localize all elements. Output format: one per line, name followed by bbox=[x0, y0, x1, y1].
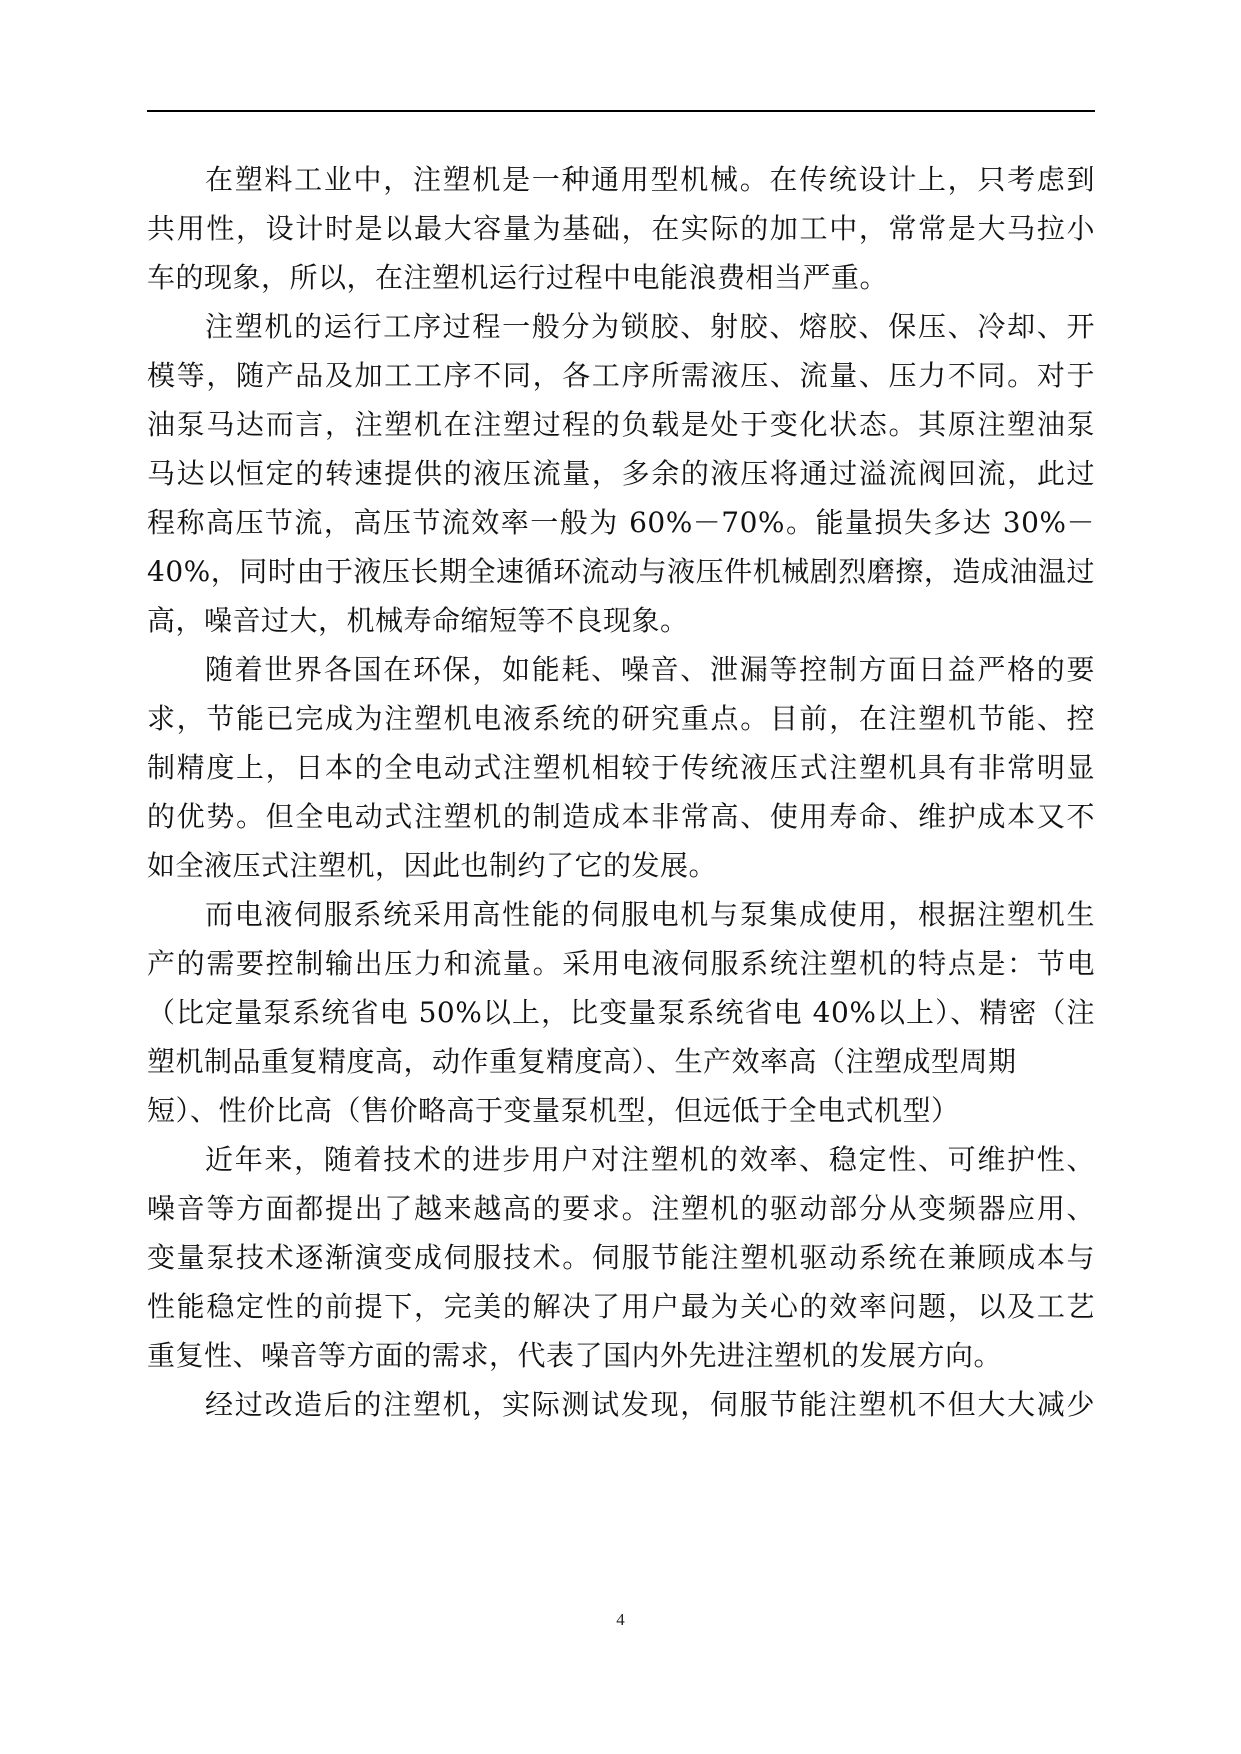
text-line: 模等，随产品及加工工序不同，各工序所需液压、流量、压力不同。对于 bbox=[147, 359, 1095, 392]
text-line: 在塑料工业中，注塑机是一种通用型机械。在传统设计上，只考虑到 bbox=[205, 163, 1095, 196]
paragraph bbox=[147, 645, 1095, 890]
text-line: 油泵马达而言，注塑机在注塑过程的负载是处于变化状态。其原注塑油泵 bbox=[147, 408, 1095, 441]
text-line: 共用性，设计时是以最大容量为基础，在实际的加工中，常常是大马拉小 bbox=[147, 212, 1095, 245]
text-line: 求，节能已完成为注塑机电液系统的研究重点。目前，在注塑机节能、控 bbox=[147, 702, 1095, 735]
paragraph bbox=[147, 890, 1095, 1135]
text-line: 噪音等方面都提出了越来越高的要求。注塑机的驱动部分从变频器应用、 bbox=[147, 1192, 1095, 1225]
text-line: 车的现象，所以，在注塑机运行过程中电能浪费相当严重。 bbox=[147, 261, 889, 294]
paragraph bbox=[147, 1135, 1095, 1380]
text-line: 性能稳定性的前提下，完美的解决了用户最为关心的效率问题，以及工艺 bbox=[147, 1290, 1095, 1323]
text-line: 近年来，随着技术的进步用户对注塑机的效率、稳定性、可维护性、 bbox=[205, 1143, 1095, 1176]
text-line: 产的需要控制输出压力和流量。采用电液伺服系统注塑机的特点是：节电 bbox=[147, 947, 1095, 980]
text-line: 注塑机的运行工序过程一般分为锁胶、射胶、熔胶、保压、冷却、开 bbox=[205, 310, 1095, 343]
text-line: 重复性、噪音等方面的需求，代表了国内外先进注塑机的发展方向。 bbox=[147, 1339, 1003, 1372]
paragraph bbox=[147, 155, 1095, 302]
paragraph bbox=[147, 302, 1095, 645]
header-rule bbox=[147, 110, 1095, 112]
text-line: 经过改造后的注塑机，实际测试发现，伺服节能注塑机不但大大减少 bbox=[205, 1388, 1095, 1421]
paragraph bbox=[147, 1380, 1095, 1429]
text-line: 而电液伺服系统采用高性能的伺服电机与泵集成使用，根据注塑机生 bbox=[205, 898, 1095, 931]
text-line: 短）、性价比高（售价略高于变量泵机型，但远低于全电式机型） bbox=[147, 1094, 960, 1127]
text-line: 马达以恒定的转速提供的液压流量，多余的液压将通过溢流阀回流，此过 bbox=[147, 457, 1095, 490]
page-number: 4 bbox=[616, 1610, 625, 1629]
text-line: 程称高压节流，高压节流效率一般为 60%－70%。能量损失多达 30%－ bbox=[147, 506, 1095, 539]
text-line: 变量泵技术逐渐演变成伺服技术。伺服节能注塑机驱动系统在兼顾成本与 bbox=[147, 1241, 1095, 1274]
document-body bbox=[147, 155, 1095, 1429]
text-line: 的优势。但全电动式注塑机的制造成本非常高、使用寿命、维护成本又不 bbox=[147, 800, 1095, 833]
text-line: 如全液压式注塑机，因此也制约了它的发展。 bbox=[147, 849, 718, 882]
text-line: 塑机制品重复精度高，动作重复精度高）、生产效率高（注塑成型周期 bbox=[147, 1045, 1017, 1078]
text-line: 制精度上，日本的全电动式注塑机相较于传统液压式注塑机具有非常明显 bbox=[147, 751, 1095, 784]
text-line: 40%，同时由于液压长期全速循环流动与液压件机械剧烈磨擦，造成油温过 bbox=[147, 555, 1095, 588]
text-line: （比定量泵系统省电 50%以上，比变量泵系统省电 40%以上）、精密（注 bbox=[147, 996, 1095, 1029]
text-line: 随着世界各国在环保，如能耗、噪音、泄漏等控制方面日益严格的要 bbox=[205, 653, 1095, 686]
text-line: 高，噪音过大，机械寿命缩短等不良现象。 bbox=[147, 604, 689, 637]
